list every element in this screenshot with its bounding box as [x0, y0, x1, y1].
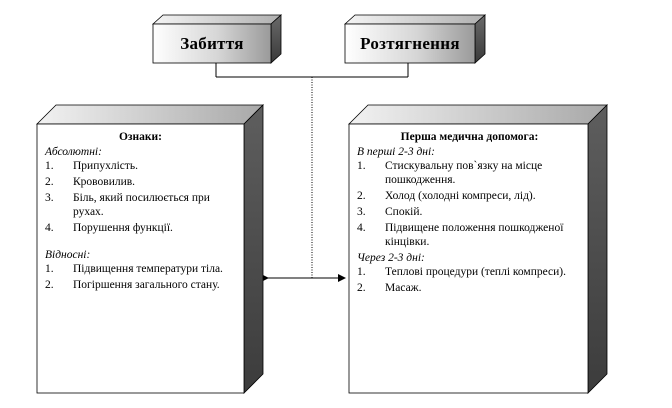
list-item: 1. Теплові процедури (теплі компреси).: [357, 266, 566, 278]
bruise-title: Забиття: [180, 33, 244, 53]
list-item: 1. Підвищення температури тіла.: [45, 263, 223, 275]
first-aid-panel: [348, 104, 608, 394]
first-days-heading: В перші 2-3 дні:: [357, 146, 436, 158]
list-item: 4. Порушення функції.: [45, 222, 173, 234]
signs-panel: [36, 104, 264, 394]
list-item: 2. Погіршення загального стану.: [45, 279, 220, 291]
sprain-box: [344, 14, 486, 64]
first-aid-content: [349, 124, 588, 393]
relative-heading: Відносні:: [45, 249, 91, 261]
signs-title: Ознаки:: [118, 131, 163, 143]
first-days-list: [357, 159, 582, 249]
list-item: 1. Припухлість.: [45, 160, 139, 172]
list-item: 2. Крововилив.: [45, 176, 136, 188]
first-aid-title: Перша медична допомога:: [400, 131, 539, 143]
sprain-title: Розтягнення: [360, 33, 460, 53]
list-item: 3. Спокій.: [357, 206, 423, 218]
relative-list: [45, 262, 236, 292]
absolute-heading: Абсолютні:: [45, 146, 102, 158]
bruise-box: [152, 14, 282, 64]
list-item: 4. Підвищене положення пошкодженої кінцівки.: [357, 222, 564, 248]
later-days-list: [357, 265, 582, 295]
list-item: 3. Біль, який посилюється при рухах.: [45, 192, 210, 218]
later-days-heading: Через 2-3 дні:: [357, 252, 425, 264]
absolute-list: [45, 159, 236, 235]
list-item: 1. Стискувальну пов`язку на місце пошкодження.: [357, 160, 543, 186]
list-item: 2. Масаж.: [357, 282, 422, 294]
list-item: 2. Холод (холодні компреси, лід).: [357, 190, 536, 202]
signs-content: [37, 124, 244, 393]
